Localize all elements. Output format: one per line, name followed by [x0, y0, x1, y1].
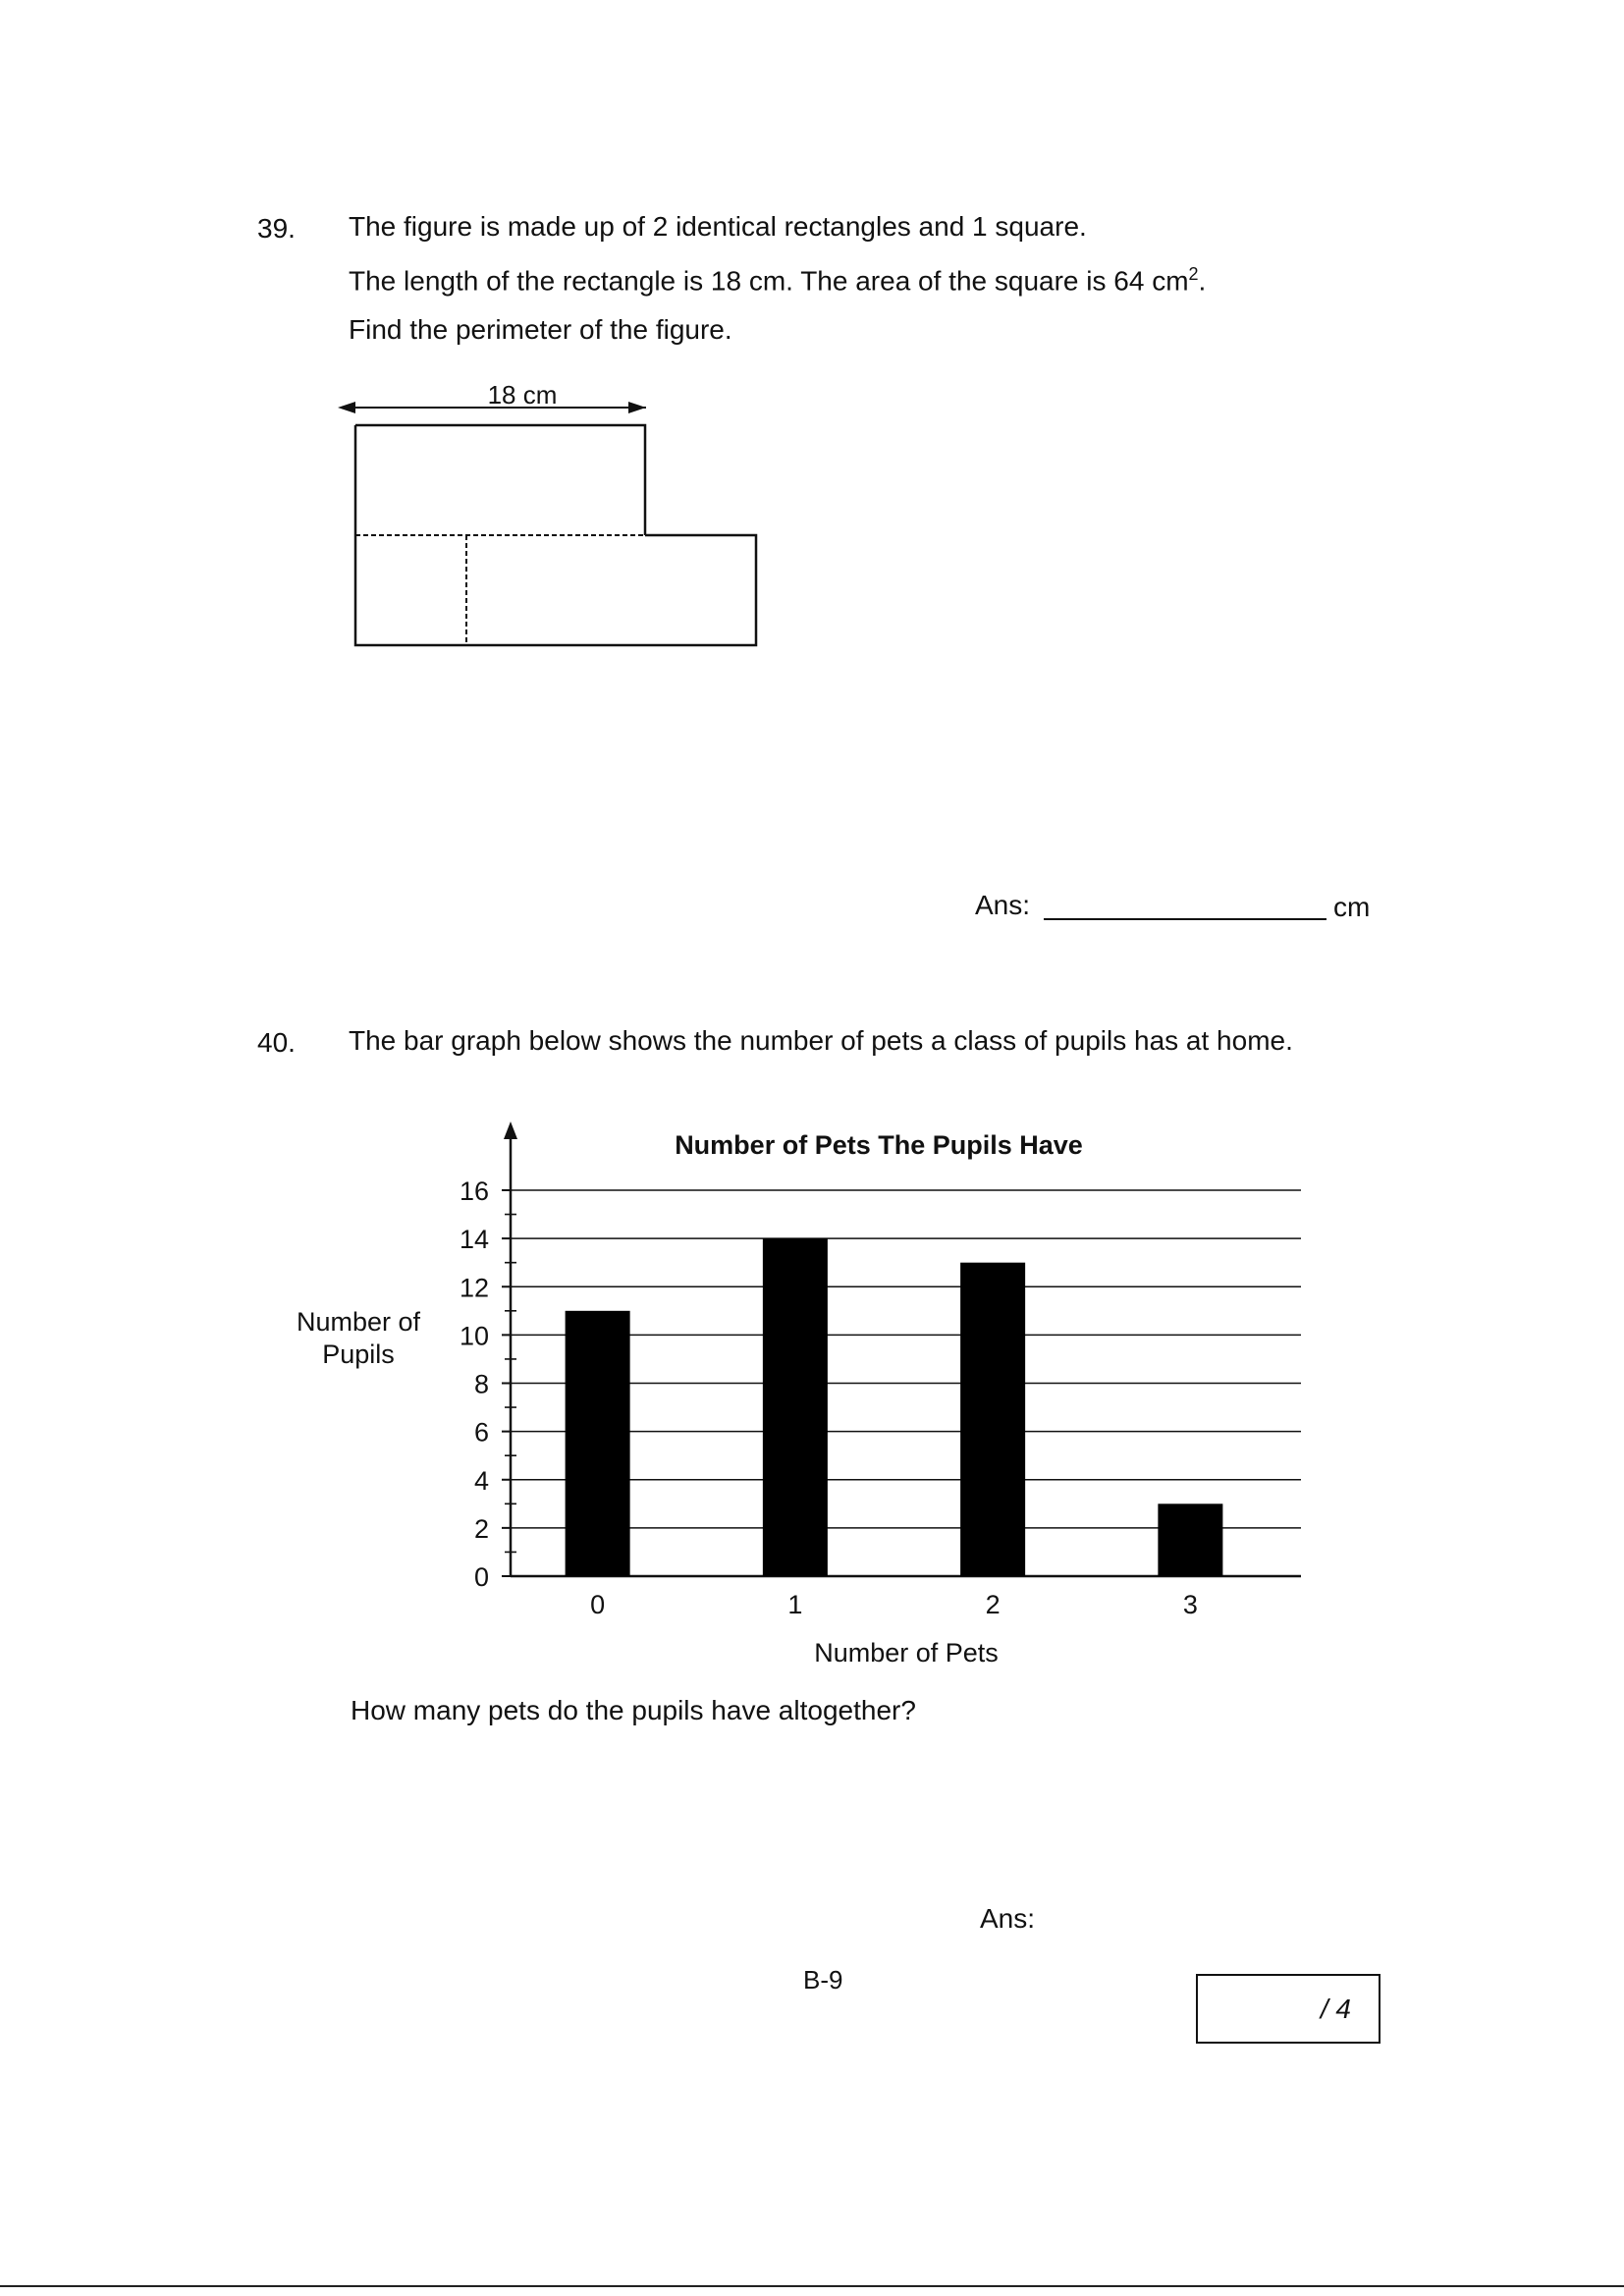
x-tick-label: 2: [985, 1590, 1001, 1619]
dimension-arrowhead-left: [338, 402, 355, 413]
y-tick-label: 2: [473, 1513, 489, 1544]
chart-title: Number of Pets The Pupils Have: [675, 1130, 1083, 1160]
chart-y-ticks: [460, 1176, 516, 1592]
question-39-answer-field[interactable]: [1044, 918, 1326, 920]
x-tick-label: 3: [1182, 1590, 1198, 1619]
question-39-figure: [334, 368, 776, 658]
score-label: / 4: [1320, 1994, 1351, 2024]
page-bottom-rule: [0, 2285, 1624, 2287]
question-39-line-2-end: .: [1198, 265, 1207, 297]
page-number: B-9: [803, 1965, 843, 1995]
top-rectangle: [355, 425, 645, 535]
y-tick-label: 12: [459, 1273, 489, 1303]
chart-x-tick-labels: [590, 1590, 1198, 1619]
y-axis-label-line-1: Number of: [296, 1307, 421, 1337]
score-box: [1196, 1974, 1380, 2044]
question-39-line-1: The figure is made up of 2 identical rectangles and 1 square.: [349, 211, 1087, 242]
y-tick-label: 6: [473, 1417, 489, 1448]
x-tick-label: 1: [787, 1590, 803, 1619]
y-axis-label-line-2: Pupils: [322, 1339, 395, 1369]
bar-3: [1158, 1503, 1222, 1576]
question-40-ans-label: Ans:: [980, 1903, 1036, 1934]
x-axis-label: Number of Pets: [814, 1638, 999, 1667]
y-axis-arrowhead: [504, 1121, 517, 1139]
question-39-line-2-text: The length of the rectangle is 18 cm. The area of the square is 64 cm: [349, 265, 1189, 297]
bar-1: [763, 1238, 828, 1576]
question-39-number: 39.: [257, 213, 296, 244]
chart-bars: [566, 1238, 1223, 1576]
dimension-label: 18 cm: [487, 380, 558, 410]
y-tick-label: 16: [459, 1176, 489, 1206]
question-40-line-1: The bar graph below shows the number of pets a class of pupils has at home.: [349, 1025, 1293, 1056]
dimension-arrowhead-right: [628, 402, 646, 413]
question-39-ans-unit: cm: [1333, 892, 1371, 922]
pets-bar-chart: [275, 1110, 1316, 1679]
question-40-number: 40.: [257, 1027, 296, 1058]
y-tick-label: 10: [459, 1321, 489, 1351]
x-tick-label: 0: [590, 1590, 606, 1619]
question-39-line-2: [349, 265, 1206, 295]
y-tick-label: 8: [473, 1369, 489, 1399]
y-tick-label: 0: [473, 1562, 489, 1592]
question-40-prompt: How many pets do the pupils have altogether?: [351, 1695, 916, 1725]
question-39-ans-label: Ans:: [975, 890, 1031, 920]
bar-0: [566, 1311, 630, 1576]
y-tick-label: 4: [473, 1465, 489, 1496]
question-39-line-3: Find the perimeter of the figure.: [349, 314, 732, 345]
y-tick-label: 14: [459, 1225, 489, 1255]
square-superscript: 2: [1188, 264, 1199, 284]
bar-2: [960, 1263, 1025, 1576]
